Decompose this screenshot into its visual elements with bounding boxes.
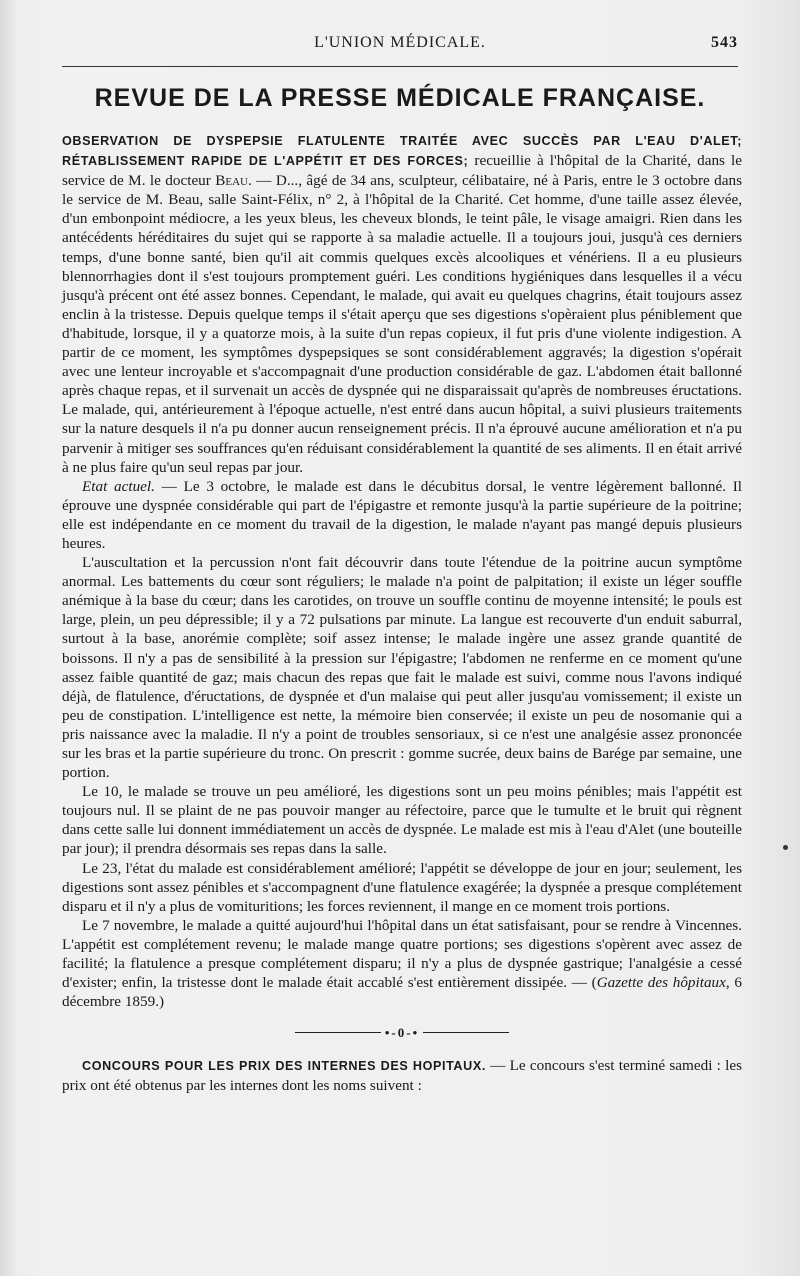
article-paragraph-auscultation: L'auscultation et la percussion n'ont fait découvrir dans toute l'étendue de la poitrine aucun symptôme anormal. Les battements du cœur sont réguliers; le malade n'a point de palpitation; il existe un léger souffle anémique à la base du cœur; dans les carotides, on trouve un souffle continu de moyenne intensité; le pouls est large, plein, un peu dépressible; il y a 72 pulsations par minute. La langue est recouverte d'un enduit saburral, surtout à la base, anorémie complète; soif assez intense; le malade ingère une assez grande quantité de boissons. Il n'y a pas de sensibilité à la pression sur l'épigastre; l'abdomen ne renferme en ce moment qu'une assez faible quantité de gaz; mais chacun des repas que fait le malade est suivi, comme nous l'avons indiqué déjà, de flatulence, d'éructations, de dyspnée et d'un malaise qui peut aller jusqu'au vomissement; il existe un peu de constipation. L'intelligence est nette, la mémoire bien conservée; il existe un peu de nosomanie qui a pris naissance avec la maladie. Il n'y a point de troubles sensoriaux, si ce n'est une analgésie assez prononcée sur les bras et la partie supérieure du tronc. On prescrit : gomme sucrée, deux bains de Barége par semaine, une portion. (62, 554, 742, 782)
article-body (62, 131, 742, 1095)
page-number: 543 (711, 34, 738, 51)
intro-text-a: recueillie à l'hôpital de la Charité, dans le service de M. le docteur (62, 152, 743, 190)
article-paragraph-discharge (62, 916, 742, 1011)
header-rule (62, 66, 738, 67)
source-date: , 6 décembre 1859.) (62, 974, 742, 1011)
concours-heading: CONCOURS POUR LES PRIX DES INTERNES DES HOPITAUX. (82, 1058, 486, 1073)
doctor-name: Beau (215, 172, 249, 190)
article-paragraph-day23: Le 23, l'état du malade est considérablement amélioré; l'appétit se développe de jour en jour; seulement, les digestions sont assez pénibles et s'accompagnent d'une flatulence exagérée; la dyspnée a presque complétement disparu et il n'y a plus de vomituritions; les forces reviennent, il mange en ce moment trois portions. (62, 859, 742, 915)
ornament-glyph: •-0-• (384, 1024, 420, 1040)
article-heading: OBSERVATION DE DYSPEPSIE FLATULENTE TRAITÉE AVEC SUCCÈS PAR L'EAU D'ALET; RÉTABLISSEMENT RAPIDE DE L'APPÉTIT ET DES FORCES; (62, 134, 742, 169)
source-citation: Gazette des hôpitaux (596, 974, 726, 992)
discharge-text: Le 7 novembre, le malade a quitté aujourd'hui l'hôpital dans un état satisfaisant, pour se rendre à Vincennes. L'appétit est complétement revenu; le malade mange quatre portions; ses digestions s'opèrent avec assez de facilité; la flatulence a presque complétement disparu; il n'y a plus de dyspnée gastrique; l'analgésie a cessé d'exister; enfin, la tristesse dont le malade était accablé s'est entièrement dissipée. — ( (62, 916, 742, 992)
running-head (62, 34, 738, 56)
concours-text: — Le concours s'est terminé samedi : les prix ont été obtenus par les internes dont les noms suivent : (62, 1056, 743, 1094)
article-paragraph-intro (62, 131, 742, 477)
journal-title: L'UNION MÉDICALE. (314, 34, 486, 51)
intro-text-b: . — D..., âgé de 34 ans, sculpteur, célibataire, né à Paris, entre le 3 octobre dans le service de M. Beau, salle Saint-Félix, n° 2, à l'hôpital de la Charité. Cet homme, d'une taille assez élevée, d'un embonpoint médiocre, a les yeux bleus, les cheveux blonds, le teint pâle, le visage amaigri. Rien dans les antécédents héréditaires du sujet qui se rapporte à sa maladie actuelle. Il a toujours joui, jusqu'à ces derniers temps, d'une bonne santé, bien qu'il ait commis quelques excès alcooliques et vénériens. Il a eu plusieurs blennorrhagies dont il s'est toujours promptement guéri. Les conditions hygiéniques dans lesquelles il a vécu jusqu'à précent ont été assez bonnes. Cependant, le malade, qui avait eu quelques chagrins, était toujours assez enclin à la tristesse. Depuis quelque temps il s'était aperçu que ses digestions s'opèraient plus péniblement que d'habitude, lorsque, il y a quatorze mois, à la suite d'un repas copieux, il fut pris d'une violente indigestion. A partir de ce moment, les symptômes dyspepsiques se sont considérablement aggravés; la digestion s'opérait avec une lenteur incroyable et s'accompagnait d'une production considérable de gaz. L'abdomen était ballonné après chaque repas, et il survenait un accès de dyspnée qui ne disparaissait qu'après de nombreuses éructations. Le malade, qui, antérieurement à l'époque actuelle, n'est entré dans aucun hôpital, a suivi plusieurs traitements sur la nature desquels il n'a pu donner aucun renseignement précis. Il n'a éprouvé aucune amélioration et n'a pu parvenir à mitiger ses souffrances qu'en réduisant considérablement la quantité de ses aliments. Il en était arrivé à ne plus faire qu'un seul repas par jour. (62, 172, 743, 476)
margin-mark (783, 845, 788, 850)
section-ornament (62, 1021, 742, 1042)
etat-text: — Le 3 octobre, le malade est dans le décubitus dorsal, le ventre légèrement ballonné. Il éprouve une dyspnée considérable qui part de l'épigastre et remonte jusqu'à la partie supérieure de la poitrine; elle est indépendante en ce moment du travail de la digestion, le malade n'ayant pas mangé depuis plusieurs heures. (62, 477, 743, 552)
concours-paragraph (62, 1056, 742, 1095)
etat-label: Etat actuel. (82, 477, 155, 495)
section-title: REVUE DE LA PRESSE MÉDICALE FRANÇAISE. (94, 84, 706, 112)
article-paragraph-etat (62, 477, 742, 553)
article-paragraph-day10: Le 10, le malade se trouve un peu amélioré, les digestions sont un peu moins pénibles; mais l'appétit est toujours nul. Il se plaint de ne pas pouvoir manger au réfectoire, parce que le tumulte et le bruit qui règnent dans cette salle lui donnent immédiatement un accès de dyspnée. Le malade est mis à l'eau d'Alet (une bouteille par jour); il prendra désormais ses repas dans la salle. (62, 783, 742, 858)
